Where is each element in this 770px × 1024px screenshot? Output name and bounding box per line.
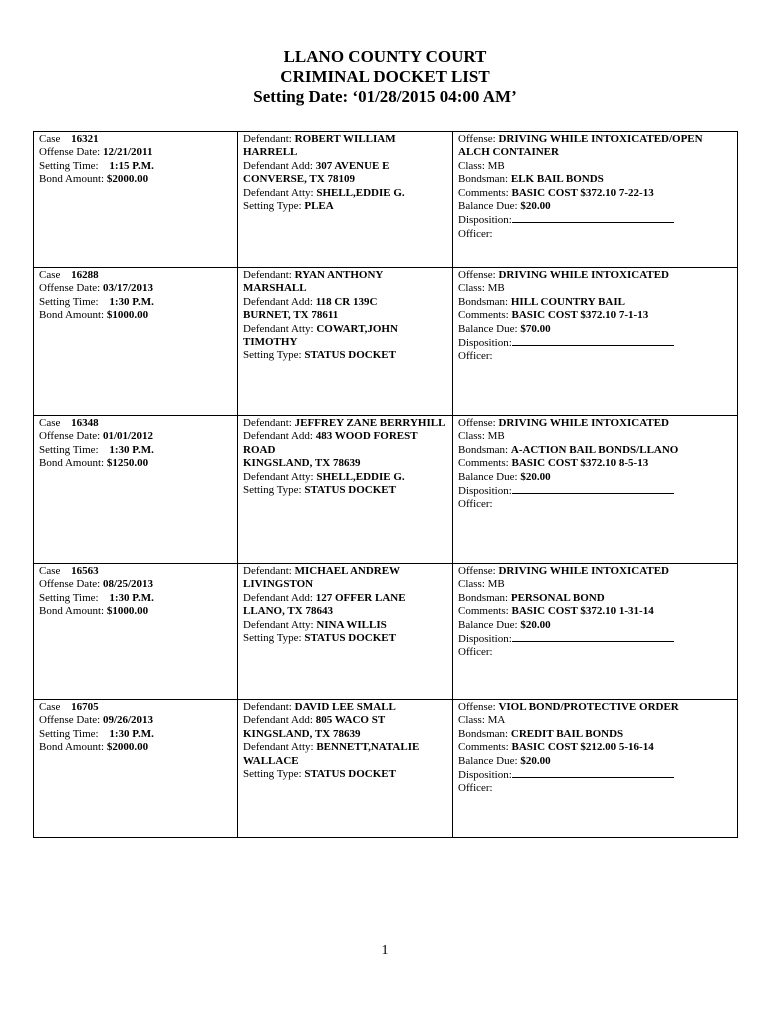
bondsman: ELK BAIL BONDS	[510, 173, 604, 186]
defendant-info-cell	[238, 700, 453, 838]
defendant-address-line2: KINGSLAND, TX 78639	[243, 457, 361, 470]
defendant-name: RYAN ANTHONY MARSHALL	[243, 269, 383, 295]
officer-label: Officer:	[458, 350, 493, 363]
defendant-label: Defendant:	[243, 417, 292, 429]
case-label: Case	[39, 417, 61, 429]
docket-title: CRIMINAL DOCKET LIST	[280, 67, 490, 86]
setting-time-label: Setting Time:	[39, 159, 99, 172]
docket-row	[34, 416, 738, 564]
balance-due: $20.00	[520, 618, 551, 631]
defendant-address-line2: LLANO, TX 78643	[243, 605, 333, 618]
disposition-label: Disposition:	[458, 337, 512, 350]
defendant-add-label: Defendant Add:	[243, 430, 313, 443]
setting-type-label: Setting Type:	[243, 484, 302, 497]
defendant-label: Defendant:	[243, 565, 292, 577]
defendant-label: Defendant:	[243, 133, 292, 145]
bond-amount-label: Bond Amount:	[39, 457, 105, 470]
balance-due-label: Balance Due:	[458, 200, 518, 213]
case-label: Case	[39, 701, 61, 713]
balance-due: $20.00	[520, 470, 551, 483]
offense-date: 09/26/2013	[102, 714, 154, 727]
offense-date: 01/01/2012	[102, 430, 154, 443]
defendant-attorney: NINA WILLIS	[316, 618, 387, 631]
offense-date: 08/25/2013	[102, 578, 154, 591]
case-info-cell	[34, 564, 238, 700]
docket-row	[34, 268, 738, 416]
docket-row	[34, 564, 738, 700]
balance-due: $70.00	[520, 322, 551, 335]
bondsman: A-ACTION BAIL BONDS/LLANO	[510, 443, 679, 456]
defendant-atty-label: Defendant Atty:	[243, 186, 314, 199]
defendant-attorney: COWART,JOHN TIMOTHY	[243, 322, 398, 349]
setting-time-label: Setting Time:	[39, 727, 99, 740]
setting-type: STATUS DOCKET	[304, 484, 396, 497]
offense-label: Offense:	[458, 701, 496, 713]
comments: BASIC COST $212.00 5-16-14	[511, 741, 654, 754]
defendant-info-cell	[238, 564, 453, 700]
setting-time-label: Setting Time:	[39, 443, 99, 456]
defendant-add-label: Defendant Add:	[243, 591, 313, 604]
bondsman-label: Bondsman:	[458, 173, 509, 186]
offense-date-label: Offense Date:	[39, 578, 101, 591]
offense-info-cell	[453, 132, 738, 268]
defendant-name: JEFFREY ZANE BERRYHILL	[294, 417, 446, 429]
setting-time: 1:30 P.M.	[109, 443, 154, 456]
court-name: LLANO COUNTY COURT	[283, 47, 487, 66]
offense-label: Offense:	[458, 565, 496, 577]
bond-amount: $1250.00	[106, 457, 149, 470]
bond-amount: $1000.00	[106, 605, 149, 618]
offense: DRIVING WHILE INTOXICATED	[498, 269, 669, 281]
officer-label: Officer:	[458, 227, 493, 240]
balance-due-label: Balance Due:	[458, 322, 518, 335]
setting-type-label: Setting Type:	[243, 200, 302, 213]
defendant-name: ROBERT WILLIAM HARRELL	[243, 133, 396, 159]
defendant-address-line1: 127 OFFER LANE	[315, 591, 406, 604]
offense-date: 12/21/2011	[102, 146, 153, 159]
comments: BASIC COST $372.10 7-22-13	[511, 186, 654, 199]
defendant-atty-label: Defendant Atty:	[243, 322, 314, 335]
defendant-add-label: Defendant Add:	[243, 295, 313, 308]
offense-info-cell	[453, 564, 738, 700]
defendant-atty-label: Defendant Atty:	[243, 470, 314, 483]
bond-amount-label: Bond Amount:	[39, 605, 105, 618]
balance-due: $20.00	[520, 200, 551, 213]
defendant-address-line1: 307 AVENUE E	[315, 159, 390, 172]
offense-label: Offense:	[458, 417, 496, 429]
disposition-label: Disposition:	[458, 214, 512, 227]
comments-label: Comments:	[458, 457, 509, 470]
offense-class: MA	[487, 714, 506, 727]
defendant-address-line1: 118 CR 139C	[315, 295, 378, 308]
offense-class: MB	[487, 282, 505, 295]
setting-type: STATUS DOCKET	[304, 632, 396, 645]
case-label: Case	[39, 565, 61, 577]
defendant-attorney: SHELL,EDDIE G.	[316, 186, 405, 199]
case-number: 16563	[71, 565, 99, 577]
comments-label: Comments:	[458, 741, 509, 754]
bond-amount-label: Bond Amount:	[39, 741, 105, 754]
docket-row	[34, 132, 738, 268]
comments-label: Comments:	[458, 186, 509, 199]
class-label: Class:	[458, 159, 485, 172]
defendant-address-line1: 805 WACO ST	[315, 714, 386, 727]
offense-label: Offense:	[458, 133, 496, 145]
setting-date: Setting Date: ‘01/28/2015 04:00 AM’	[253, 87, 517, 106]
defendant-info-cell	[238, 268, 453, 416]
case-info-cell	[34, 416, 238, 564]
offense-date: 03/17/2013	[102, 282, 154, 295]
disposition-blank-line	[512, 632, 674, 642]
defendant-atty-label: Defendant Atty:	[243, 618, 314, 631]
setting-time-label: Setting Time:	[39, 591, 99, 604]
bond-amount-label: Bond Amount:	[39, 173, 105, 186]
defendant-atty-label: Defendant Atty:	[243, 741, 314, 754]
setting-time: 1:15 P.M.	[109, 159, 154, 172]
bondsman-label: Bondsman:	[458, 443, 509, 456]
offense-class: MB	[487, 159, 505, 172]
defendant-info-cell	[238, 132, 453, 268]
balance-due-label: Balance Due:	[458, 754, 518, 767]
defendant-label: Defendant:	[243, 269, 292, 281]
offense-date-label: Offense Date:	[39, 430, 101, 443]
defendant-add-label: Defendant Add:	[243, 159, 313, 172]
bond-amount: $2000.00	[106, 741, 149, 754]
class-label: Class:	[458, 578, 485, 591]
comments-label: Comments:	[458, 605, 509, 618]
setting-type-label: Setting Type:	[243, 349, 302, 362]
offense-date-label: Offense Date:	[39, 146, 101, 159]
disposition-blank-line	[512, 213, 674, 223]
docket-table	[33, 131, 738, 838]
disposition-label: Disposition:	[458, 769, 512, 782]
class-label: Class:	[458, 714, 485, 727]
defendant-name: MICHAEL ANDREW LIVINGSTON	[243, 565, 400, 591]
comments: BASIC COST $372.10 1-31-14	[511, 605, 654, 618]
setting-type: PLEA	[304, 200, 334, 213]
case-number: 16288	[71, 269, 99, 281]
case-info-cell	[34, 132, 238, 268]
offense: DRIVING WHILE INTOXICATED	[498, 417, 669, 429]
defendant-add-label: Defendant Add:	[243, 714, 313, 727]
offense-class: MB	[487, 430, 505, 443]
setting-time-label: Setting Time:	[39, 295, 99, 308]
bondsman-label: Bondsman:	[458, 727, 509, 740]
defendant-name: DAVID LEE SMALL	[294, 701, 396, 713]
offense: DRIVING WHILE INTOXICATED	[498, 565, 669, 577]
bond-amount-label: Bond Amount:	[39, 309, 105, 322]
case-info-cell	[34, 268, 238, 416]
offense: DRIVING WHILE INTOXICATED/OPEN ALCH CONTAINER	[458, 133, 703, 159]
bond-amount: $1000.00	[106, 309, 149, 322]
setting-time: 1:30 P.M.	[109, 295, 154, 308]
offense-date-label: Offense Date:	[39, 714, 101, 727]
offense: VIOL BOND/PROTECTIVE ORDER	[498, 701, 679, 713]
defendant-address-line2: KINGSLAND, TX 78639	[243, 727, 361, 740]
setting-type: STATUS DOCKET	[304, 768, 396, 781]
offense-info-cell	[453, 416, 738, 564]
case-info-cell	[34, 700, 238, 838]
disposition-label: Disposition:	[458, 633, 512, 646]
case-number: 16705	[71, 701, 99, 713]
class-label: Class:	[458, 430, 485, 443]
setting-type-label: Setting Type:	[243, 632, 302, 645]
comments-label: Comments:	[458, 309, 509, 322]
comments: BASIC COST $372.10 7-1-13	[511, 309, 649, 322]
setting-time: 1:30 P.M.	[109, 591, 154, 604]
offense-class: MB	[487, 578, 505, 591]
disposition-label: Disposition:	[458, 485, 512, 498]
officer-label: Officer:	[458, 498, 493, 511]
balance-due: $20.00	[520, 754, 551, 767]
case-label: Case	[39, 133, 61, 145]
bondsman: PERSONAL BOND	[510, 591, 605, 604]
defendant-attorney: SHELL,EDDIE G.	[316, 470, 405, 483]
page-number: 1	[381, 943, 389, 958]
bondsman-label: Bondsman:	[458, 591, 509, 604]
offense-info-cell	[453, 700, 738, 838]
case-label: Case	[39, 269, 61, 281]
bondsman: CREDIT BAIL BONDS	[510, 727, 624, 740]
balance-due-label: Balance Due:	[458, 618, 518, 631]
defendant-label: Defendant:	[243, 701, 292, 713]
offense-info-cell	[453, 268, 738, 416]
balance-due-label: Balance Due:	[458, 470, 518, 483]
setting-type: STATUS DOCKET	[304, 349, 396, 362]
offense-date-label: Offense Date:	[39, 282, 101, 295]
setting-type-label: Setting Type:	[243, 768, 302, 781]
case-number: 16321	[71, 133, 99, 145]
defendant-address-line1: 483 WOOD FOREST ROAD	[243, 430, 418, 456]
class-label: Class:	[458, 282, 485, 295]
comments: BASIC COST $372.10 8-5-13	[511, 457, 649, 470]
docket-row	[34, 700, 738, 838]
defendant-address-line2: CONVERSE, TX 78109	[243, 173, 355, 186]
disposition-blank-line	[512, 484, 674, 494]
defendant-attorney: BENNETT,NATALIE WALLACE	[243, 741, 420, 767]
bondsman: HILL COUNTRY BAIL	[510, 295, 625, 308]
officer-label: Officer:	[458, 782, 493, 795]
defendant-info-cell	[238, 416, 453, 564]
case-number: 16348	[71, 417, 99, 429]
offense-label: Offense:	[458, 269, 496, 281]
disposition-blank-line	[512, 768, 674, 778]
docket-header	[0, 47, 770, 107]
bondsman-label: Bondsman:	[458, 295, 509, 308]
setting-time: 1:30 P.M.	[109, 727, 154, 740]
bond-amount: $2000.00	[106, 173, 149, 186]
officer-label: Officer:	[458, 646, 493, 659]
disposition-blank-line	[512, 336, 674, 346]
defendant-address-line2: BURNET, TX 78611	[243, 309, 339, 322]
